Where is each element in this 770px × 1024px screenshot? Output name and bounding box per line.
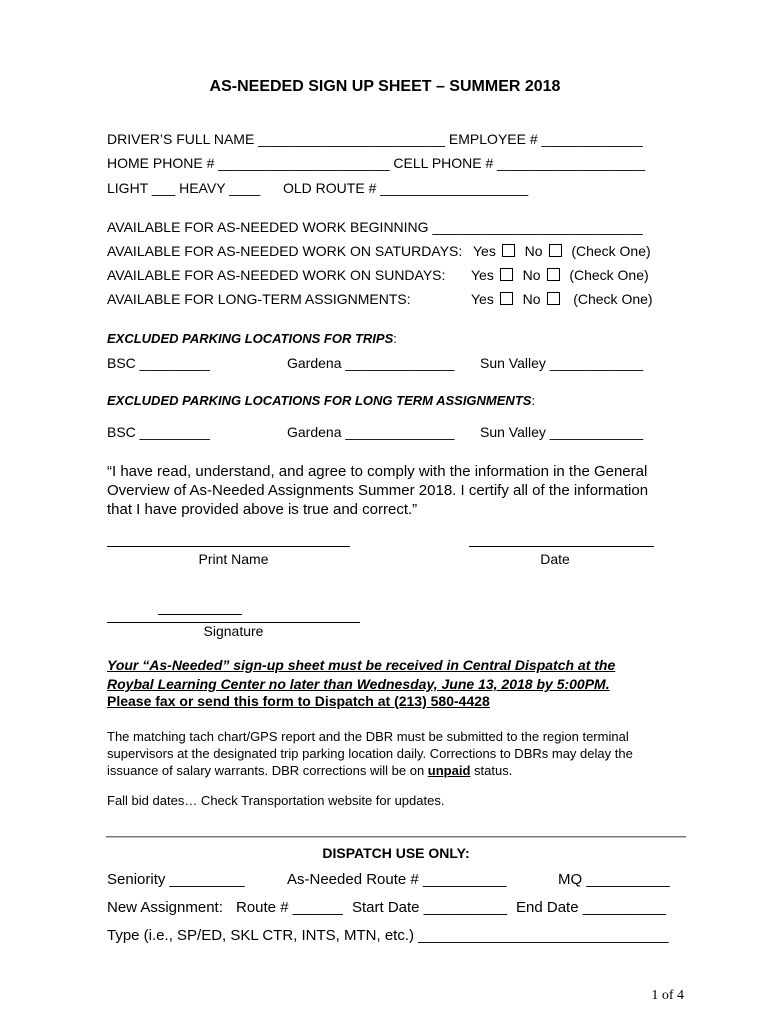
long-term-no-label: No [522,291,541,307]
saturdays-no-checkbox[interactable] [549,244,562,257]
long-term-no-checkbox[interactable] [547,292,560,305]
signature-label: Signature [203,623,264,639]
start-date-field[interactable]: Start Date __________ [352,899,508,916]
sundays-no-checkbox[interactable] [547,268,560,281]
deadline-line-2: Roybal Learning Center no later than Wednesday, June 13, 2018 by 5:00PM. [107,676,610,692]
saturdays-check-one: (Check One) [571,243,651,259]
section-divider [106,836,686,838]
end-date-field[interactable]: End Date __________ [516,899,667,916]
page-number: 1 of 4 [651,988,684,1003]
sundays-no-label: No [522,267,541,283]
certification-statement: “I have read, understand, and agree to comply with the information in the General Overview of As-Needed Assignments Summer 2018. I certify all of the information that I have provided above is true and correct.” [107,463,649,518]
trips-gardena-field[interactable]: Gardena ______________ [287,355,455,371]
sundays-options [471,267,649,283]
sundays-label: AVAILABLE FOR AS-NEEDED WORK ON SUNDAYS: [107,267,446,283]
saturdays-yes-checkbox[interactable] [502,244,515,257]
as-needed-route-field[interactable]: As-Needed Route # __________ [287,871,507,888]
seniority-field[interactable]: Seniority _________ [107,871,245,888]
print-name-label: Print Name [198,551,269,567]
long-term-check-one: (Check One) [573,291,653,307]
saturdays-no-label: No [524,243,543,259]
excluded-trips-heading: EXCLUDED PARKING LOCATIONS FOR TRIPS: [107,331,397,346]
long-sun-valley-field[interactable]: Sun Valley ____________ [480,424,644,440]
sundays-check-one: (Check One) [569,267,649,283]
long-term-label: AVAILABLE FOR LONG-TERM ASSIGNMENTS: [107,291,411,307]
saturdays-options [473,243,651,259]
dispatch-heading: DISPATCH USE ONLY: [322,845,470,861]
long-gardena-field[interactable]: Gardena ______________ [287,424,455,440]
trips-bsc-field[interactable]: BSC _________ [107,355,210,371]
page-title: AS-NEEDED SIGN UP SHEET – SUMMER 2018 [209,78,561,95]
long-term-yes-label: Yes [471,291,494,307]
light-heavy-field[interactable]: LIGHT ___ HEAVY ____ [107,180,261,196]
phone-fields[interactable]: HOME PHONE # ______________________ CELL PHONE # ___________________ [107,155,646,171]
driver-name-employee-field[interactable]: DRIVER’S FULL NAME ________________________ EMPLOYEE # _____________ [107,131,643,147]
date-line[interactable] [469,546,654,547]
excluded-long-term-heading: EXCLUDED PARKING LOCATIONS FOR LONG TERM ASSIGNMENTS: [107,393,536,408]
saturdays-yes-label: Yes [473,243,496,259]
date-label: Date [540,551,570,567]
deadline-line-1: Your “As-Needed” sign-up sheet must be received in Central Dispatch at the [107,657,616,673]
long-bsc-field[interactable]: BSC _________ [107,424,210,440]
old-route-field[interactable]: OLD ROUTE # ___________________ [283,180,529,196]
print-name-line[interactable] [107,546,350,547]
trips-sun-valley-field[interactable]: Sun Valley ____________ [480,355,644,371]
route-field[interactable]: Route # ______ [236,899,343,916]
type-field[interactable]: Type (i.e., SP/ED, SKL CTR, INTS, MTN, etc.) ______________________________ [107,927,669,944]
long-term-options [471,291,653,307]
saturdays-label: AVAILABLE FOR AS-NEEDED WORK ON SATURDAYS: [107,243,463,259]
long-term-yes-checkbox[interactable] [500,292,513,305]
new-assignment-label: New Assignment: [107,899,223,916]
unpaid-emphasis: unpaid [427,763,471,778]
deadline-fax-instructions: Please fax or send this form to Dispatch at (213) 580-4428 [107,693,490,709]
sundays-yes-label: Yes [471,267,494,283]
available-beginning-field[interactable]: AVAILABLE FOR AS-NEEDED WORK BEGINNING ___________________________ [107,219,643,235]
fall-bid-note: Fall bid dates… Check Transportation website for updates. [107,793,445,808]
sundays-yes-checkbox[interactable] [500,268,513,281]
dbr-notice: The matching tach chart/GPS report and the DBR must be submitted to the region terminal supervisors at the designated trip parking location daily. Corrections to DBRs may delay the issuance of salary warrants. DBR corrections will be on unpaid status. [107,729,633,778]
mq-field[interactable]: MQ __________ [558,871,670,888]
signature-mark [158,614,242,615]
